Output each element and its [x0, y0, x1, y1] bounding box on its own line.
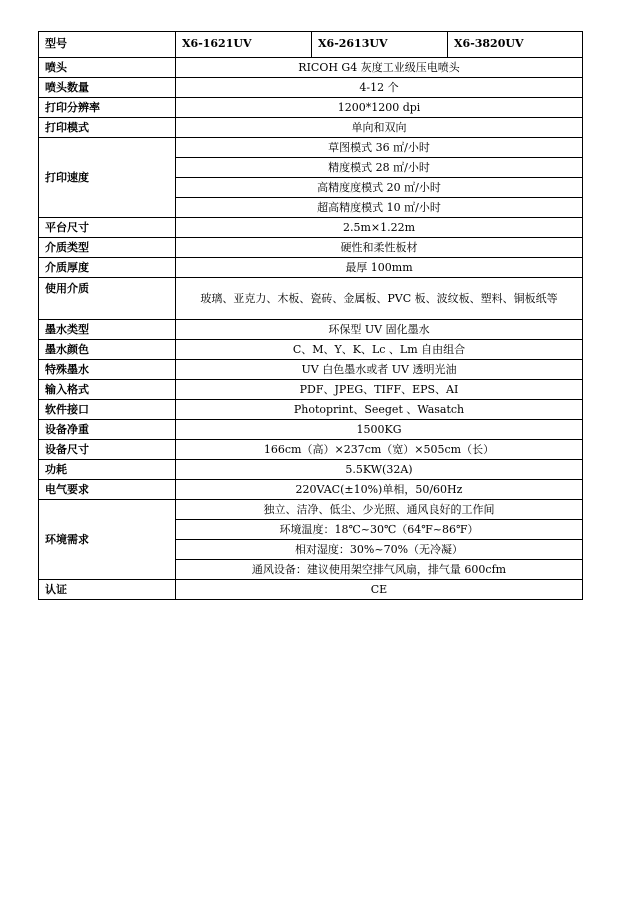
row-value: PDF、JPEG、TIFF、EPS、AI [176, 380, 583, 400]
row-value: 166cm（高）×237cm（宽）×505cm（长） [176, 440, 583, 460]
row-input-format [39, 380, 583, 400]
row-value: UV 白色墨水或者 UV 透明光油 [176, 360, 583, 380]
row-label: 打印分辨率 [39, 98, 176, 118]
row-label: 电气要求 [39, 480, 176, 500]
row-label: 墨水颜色 [39, 340, 176, 360]
row-label: 使用介质 [39, 278, 176, 320]
row-value: 通风设备：建议使用架空排气风扇，排气量 600cfm [176, 560, 583, 580]
row-dimensions [39, 440, 583, 460]
row-value: C、M、Y、K、Lc 、Lm 自由组合 [176, 340, 583, 360]
row-power [39, 460, 583, 480]
row-label: 介质类型 [39, 238, 176, 258]
row-value: 相对湿度：30%~70%（无冷凝） [176, 540, 583, 560]
row-print-mode [39, 118, 583, 138]
row-label: 介质厚度 [39, 258, 176, 278]
row-value: 220VAC(±10%)单相，50/60Hz [176, 480, 583, 500]
row-value: 环保型 UV 固化墨水 [176, 320, 583, 340]
row-value: RICOH G4 灰度工业级压电喷头 [176, 58, 583, 78]
row-media-used [39, 278, 583, 320]
model-2: X6-2613UV [312, 32, 448, 58]
row-value: 单向和双向 [176, 118, 583, 138]
row-value: 精度模式 28 ㎡/小时 [176, 158, 583, 178]
row-value: CE [176, 580, 583, 600]
row-value: 4-12 个 [176, 78, 583, 98]
row-nozzle [39, 58, 583, 78]
row-ink-type [39, 320, 583, 340]
row-value: 高精度度模式 20 ㎡/小时 [176, 178, 583, 198]
row-value: 草图模式 36 ㎡/小时 [176, 138, 583, 158]
row-value: 1200*1200 dpi [176, 98, 583, 118]
row-label: 功耗 [39, 460, 176, 480]
row-net-weight [39, 420, 583, 440]
row-label: 打印模式 [39, 118, 176, 138]
row-label: 打印速度 [39, 138, 176, 218]
row-platform-size [39, 218, 583, 238]
row-value: 环境温度：18℃~30℃（64℉~86℉） [176, 520, 583, 540]
row-special-ink [39, 360, 583, 380]
row-value: 最厚 100mm [176, 258, 583, 278]
row-label: 输入格式 [39, 380, 176, 400]
row-media-thickness [39, 258, 583, 278]
model-1: X6-1621UV [176, 32, 312, 58]
row-value: 玻璃、亚克力、木板、瓷砖、金属板、PVC 板、波纹板、塑料、铜板纸等 [176, 278, 583, 320]
row-value: 5.5KW(32A) [176, 460, 583, 480]
row-label: 设备净重 [39, 420, 176, 440]
row-value: 1500KG [176, 420, 583, 440]
row-nozzle-count [39, 78, 583, 98]
row-label: 喷头数量 [39, 78, 176, 98]
row-value: Photoprint、Seeget 、Wasatch [176, 400, 583, 420]
row-value: 独立、洁净、低尘、少光照、通风良好的工作间 [176, 500, 583, 520]
header-row [39, 32, 583, 58]
row-label: 喷头 [39, 58, 176, 78]
row-label: 环境需求 [39, 500, 176, 580]
row-value: 超高精度模式 10 ㎡/小时 [176, 198, 583, 218]
model-label: 型号 [39, 32, 176, 58]
row-value: 硬性和柔性板材 [176, 238, 583, 258]
row-electrical [39, 480, 583, 500]
row-label: 设备尺寸 [39, 440, 176, 460]
row-print-speed [39, 138, 583, 158]
row-label: 平台尺寸 [39, 218, 176, 238]
row-resolution [39, 98, 583, 118]
spec-table [38, 31, 583, 600]
row-media-type [39, 238, 583, 258]
row-value: 2.5m×1.22m [176, 218, 583, 238]
row-environment [39, 500, 583, 520]
row-ink-color [39, 340, 583, 360]
row-certification [39, 580, 583, 600]
row-label: 墨水类型 [39, 320, 176, 340]
row-software [39, 400, 583, 420]
row-label: 特殊墨水 [39, 360, 176, 380]
row-label: 软件接口 [39, 400, 176, 420]
model-3: X6-3820UV [448, 32, 583, 58]
row-label: 认证 [39, 580, 176, 600]
